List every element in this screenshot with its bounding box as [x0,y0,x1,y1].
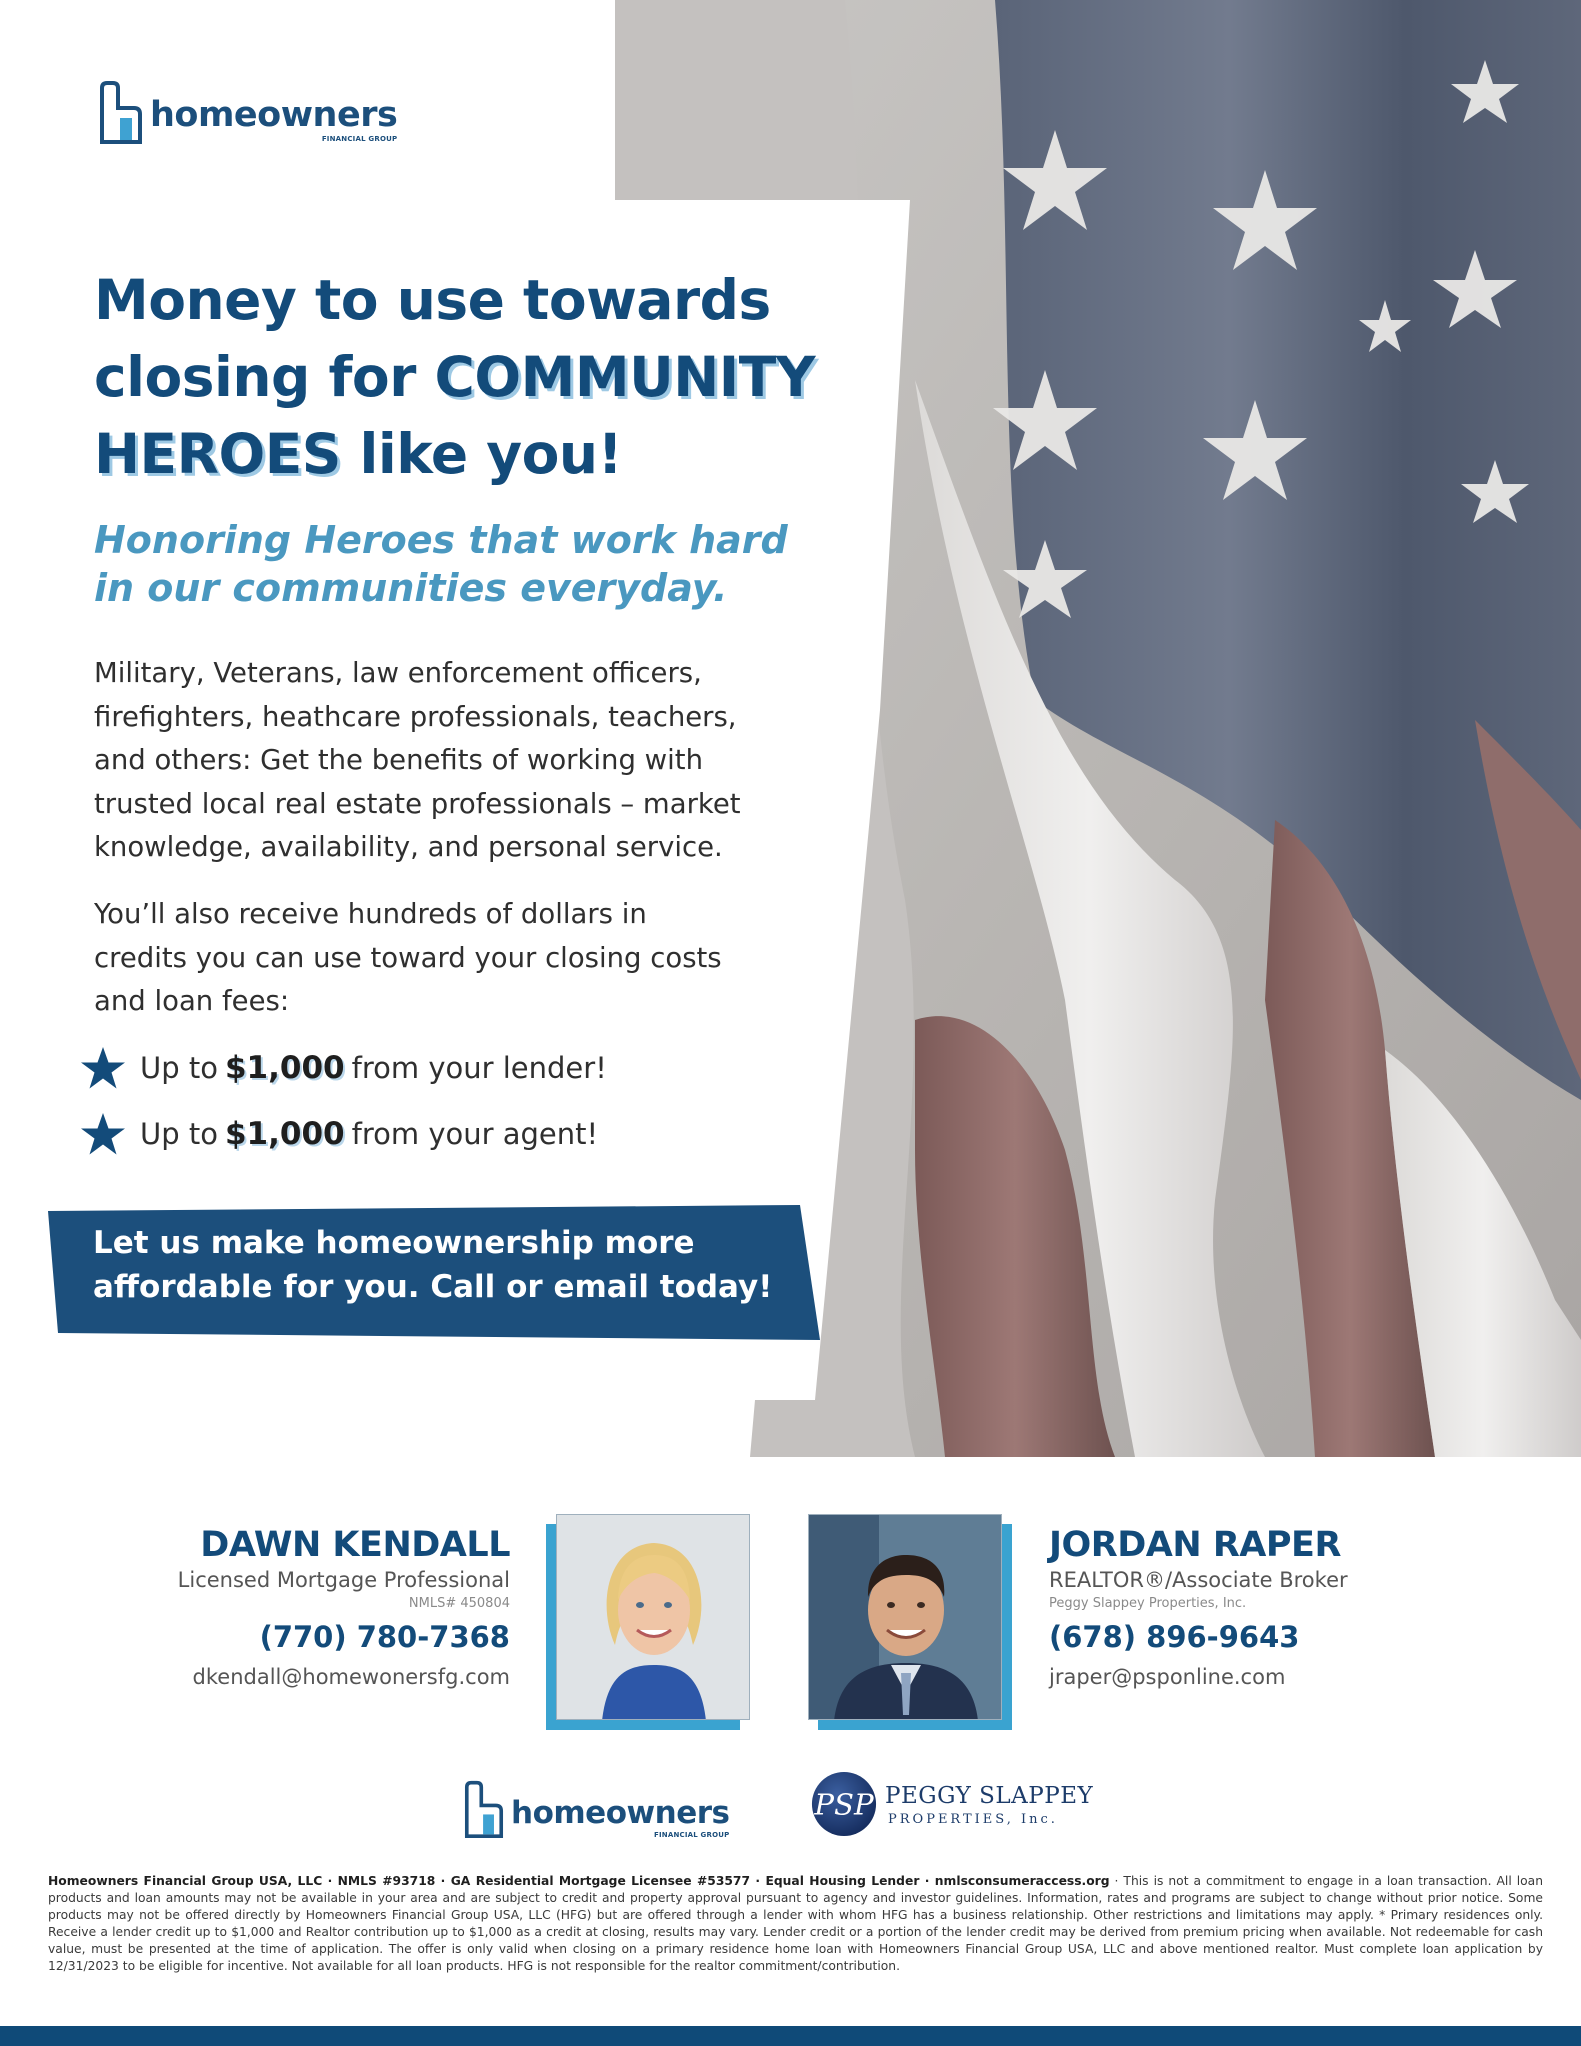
bullet-lender-credit [80,1046,607,1090]
headline-community: COMMUNITY [434,345,816,409]
bullet-amount: $1,000 [224,1050,345,1086]
right-contact-name: JORDAN RAPER [1049,1525,1341,1565]
subhead-line-1: Honoring Heroes that work hard [94,518,788,562]
bullet-amount: $1,000 [224,1116,345,1152]
left-contact-email[interactable]: dkendall@homewonersfg.com [192,1665,510,1689]
star-icon [80,1046,126,1090]
para2-line: and loan fees: [94,985,290,1017]
bullet-pre: Up to [140,1051,218,1085]
headline-line-3 [94,416,924,493]
jordan-raper-photo [808,1514,1002,1720]
para1-line: knowledge, availability, and personal service. [94,831,723,863]
left-contact-phone[interactable]: (770) 780-7368 [259,1620,510,1654]
para1-line: and others: Get the benefits of working with [94,744,704,776]
headline-heroes: HEROES [94,422,341,486]
headline-line-1: Money to use towards [94,268,771,332]
dawn-kendall-photo [556,1514,750,1720]
right-contact-phone[interactable]: (678) 896-9643 [1049,1620,1300,1654]
bullet-pre: Up to [140,1117,218,1151]
psp-monogram: PSP [814,1787,874,1822]
intro-paragraph [94,652,794,870]
left-contact-name: DAWN KENDALL [200,1525,510,1565]
headline-line-2 [94,339,924,416]
legal-disclaimer [48,1873,1543,1975]
logo-sub: FINANCIAL GROUP [321,135,398,143]
bullet-agent-credit [80,1112,598,1156]
logo-sub: FINANCIAL GROUP [653,1831,730,1839]
psp-name: PEGGY SLAPPEY [885,1783,1094,1809]
bullet-post: from your agent! [351,1117,599,1151]
homeowners-logo-bottom [463,1780,729,1839]
left-contact-nmls: NMLS# 450804 [408,1596,510,1611]
right-contact-company: Peggy Slappey Properties, Inc. [1049,1596,1247,1611]
para1-line: trusted local real estate professionals – market [94,787,741,820]
para2-line: You’ll also receive hundreds of dollars in [94,898,647,930]
disclaimer-text: · This is not a commitment to engage in a loan transaction. All loan products and loan amounts may not be available in your area and are subject to credit and property approval pursuant to agency and investor guidelines. Information, rates and programs are subject to change without prior notice. Some products may not be offered directly by Homeowners Financial Group USA, LLC (HFG) but are offered through a lender with whom HFG has a business relationship. Other restrictions and limitations may apply. * Primary residences only. Receive a lender credit up to $1,000 and Realtor contribution up to $1,000 as a credit at closing, results may vary. Lender credit or a portion of the lender credit may be derived from premium pricing when available. Not redeemable for cash value, must be presented at the time of application. The offer is only valid when closing on a primary residence home loan with Homeowners Financial Group USA, LLC and above mentioned realtor. Must complete loan application by 12/31/2023 to be eligible for incentive. Not available for all loan products. HFG is not responsible for the realtor commitment/contribution. [48,1874,1543,1973]
right-contact-email[interactable]: jraper@psponline.com [1049,1665,1286,1689]
headline-line-3b: like you! [340,422,623,486]
subhead-line-2: in our communities everyday. [94,566,728,610]
disclaimer-bold: Homeowners Financial Group USA, LLC · NMLS #93718 · GA Residential Mortgage Licensee #53577 · Equal Housing Lender · nmlsconsumeraccess.org [48,1874,1110,1888]
psp-monogram-icon [810,1770,878,1838]
logo-name: homeowners [511,1795,730,1831]
psp-sub: PROPERTIES, Inc. [888,1812,1058,1827]
headline [94,262,924,493]
left-contact-title: Licensed Mortgage Professional [177,1568,510,1592]
star-icon [80,1112,126,1156]
para1-line: Military, Veterans, law enforcement officers, [94,657,702,689]
bottom-bar [0,2026,1581,2046]
cta-text [93,1221,813,1309]
logo-name: homeowners [150,95,398,135]
house-h-icon [98,80,144,144]
cta-line-1: Let us make homeownership more [93,1225,695,1261]
credits-paragraph [94,893,794,1024]
house-h-icon [463,1780,505,1838]
para2-line: credits you can use toward your closing costs [94,941,722,974]
cta-line-2: affordable for you. Call or email today! [93,1269,773,1305]
subheadline [94,516,854,612]
headline-line-2a: closing for [94,345,435,409]
homeowners-logo-top [98,80,397,144]
para1-line: firefighters, heathcare professionals, teachers, [94,700,737,733]
right-contact-title: REALTOR®/Associate Broker [1049,1568,1348,1592]
bullet-post: from your lender! [351,1051,607,1085]
